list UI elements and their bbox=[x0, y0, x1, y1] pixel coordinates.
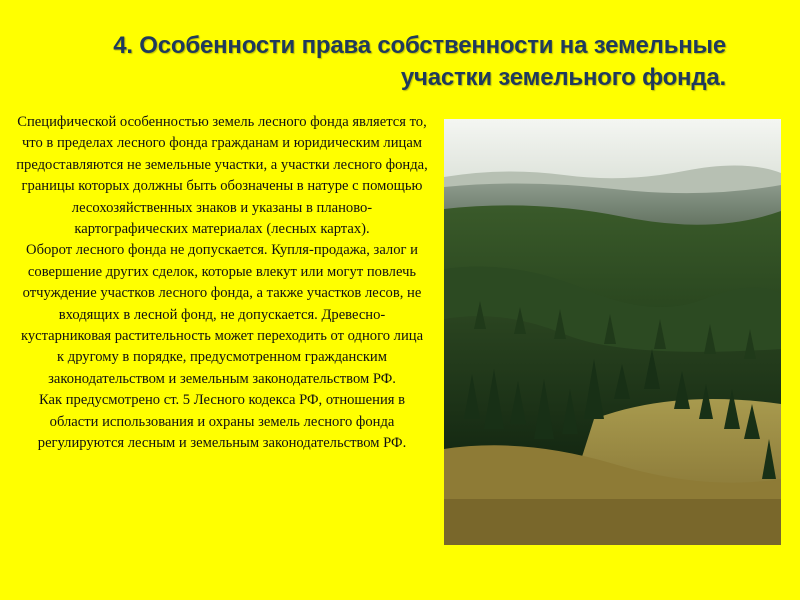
slide-title bbox=[60, 30, 726, 94]
forest-landscape-photo bbox=[444, 119, 781, 545]
slide-body-text bbox=[16, 112, 428, 455]
paragraph-forest-fund-turnover: Оборот лесного фонда не допускается. Купля-продажа, залог и совершение других сделок, которые влекут или могут повлечь отчуждение участков лесного фонда, а также участков лесов, не входящих в лесной фонд, не допускается. Древесно-кустарниковая растительность может переходить от одного лица к другому в порядке, предусмотренном гражданским законодательством и земельным законодательством РФ. bbox=[20, 242, 424, 387]
forest-landscape-image bbox=[444, 119, 781, 545]
paragraph-forest-code-article-5: Как предусмотрено ст. 5 Лесного кодекса РФ, отношения в области использования и охраны земель лесного фонда регулируются лесным и земельным законодательством РФ. bbox=[37, 392, 407, 452]
slide-title-line-2: участки земельного фонда. bbox=[400, 64, 726, 91]
paragraph-forest-land-features: Специфической особенностью земель лесного фонда является то, что в пределах лесного фонда гражданам и юридическим лицам предоставляются не земельные участки, а участки лесного фонда, границы которых должны быть обозначены в натуре с помощью лесохозяйственных знаков и указаны в планово-картографических материалах (лесных картах). bbox=[16, 114, 428, 238]
slide-title-line-1: 4. Особенности права собственности на земельные bbox=[113, 32, 726, 59]
